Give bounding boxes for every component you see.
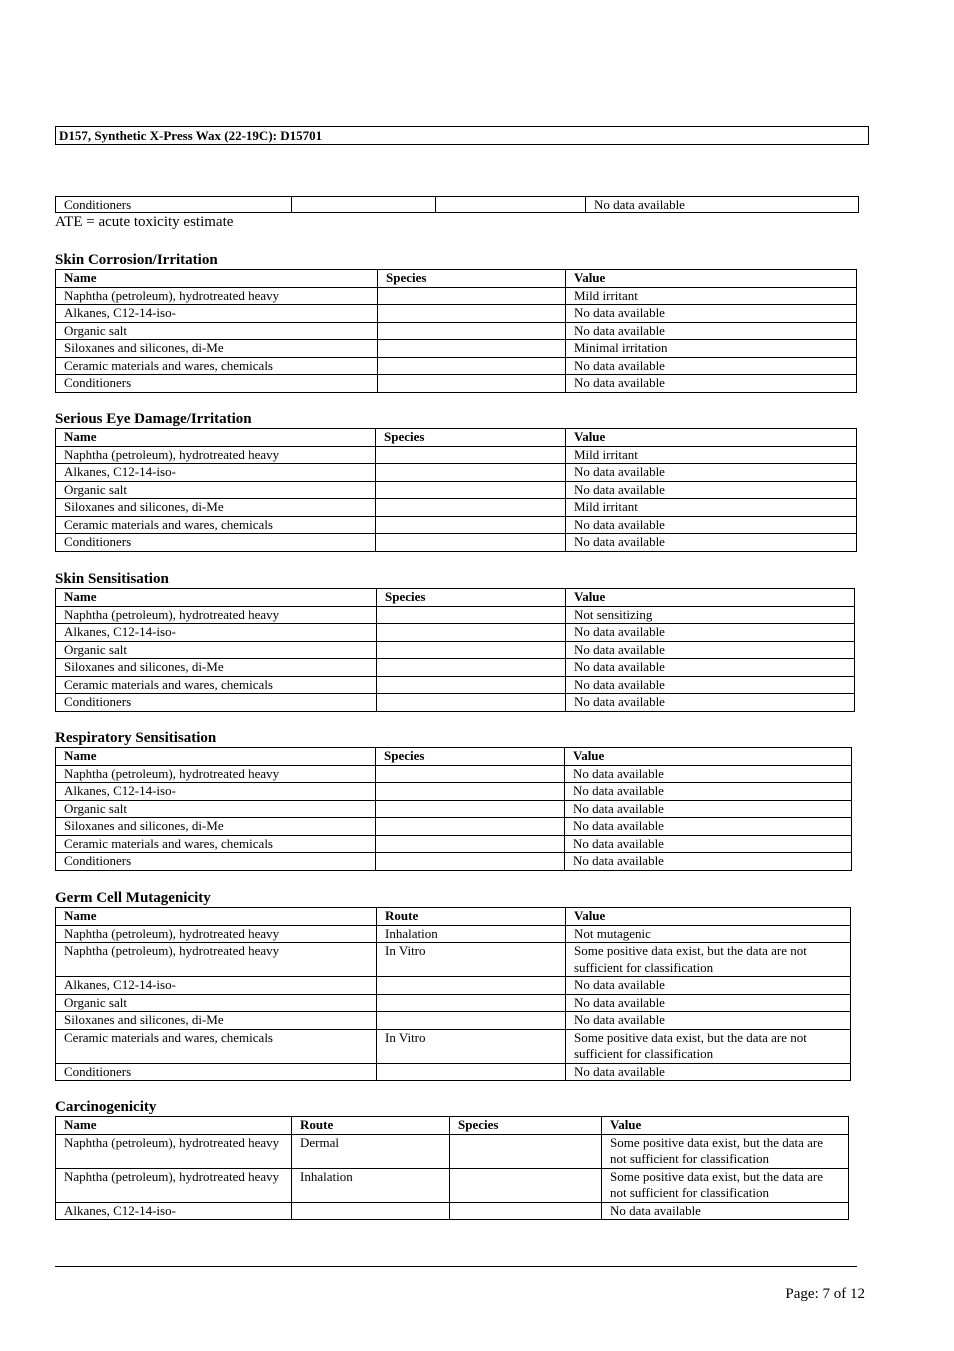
table-cell: No data available bbox=[566, 1063, 851, 1081]
table-cell: No data available bbox=[566, 641, 855, 659]
column-header: Species bbox=[376, 429, 566, 447]
table-row bbox=[56, 925, 851, 943]
table-cell: Naphtha (petroleum), hydrotreated heavy bbox=[56, 925, 377, 943]
ate-note: ATE = acute toxicity estimate bbox=[55, 214, 234, 230]
row-value-cell: No data available bbox=[586, 197, 859, 213]
column-header: Species bbox=[377, 589, 566, 607]
table-cell: Conditioners bbox=[56, 534, 376, 552]
table-cell: No data available bbox=[566, 994, 851, 1012]
table-cell bbox=[377, 694, 566, 712]
section-title: Germ Cell Mutagenicity bbox=[55, 890, 211, 906]
table-row bbox=[56, 977, 851, 995]
table-cell: Ceramic materials and wares, chemicals bbox=[56, 676, 377, 694]
table-row bbox=[56, 943, 851, 977]
table-row bbox=[56, 624, 855, 642]
column-header: Value bbox=[566, 429, 857, 447]
table-cell: No data available bbox=[566, 676, 855, 694]
document-header-title: D157, Synthetic X-Press Wax (22-19C): D15701 bbox=[55, 126, 869, 145]
table-row bbox=[56, 305, 857, 323]
column-header: Value bbox=[566, 270, 857, 288]
table-cell: Naphtha (petroleum), hydrotreated heavy bbox=[56, 1134, 292, 1168]
table-cell: Naphtha (petroleum), hydrotreated heavy bbox=[56, 765, 376, 783]
table-row bbox=[56, 1168, 849, 1202]
table-row bbox=[56, 499, 857, 517]
table-cell: Some positive data exist, but the data are not sufficient for classification bbox=[602, 1168, 849, 1202]
table-row bbox=[56, 481, 857, 499]
column-header: Name bbox=[56, 1117, 292, 1135]
table-cell: In Vitro bbox=[377, 943, 566, 977]
table-cell: Some positive data exist, but the data are not sufficient for classification bbox=[566, 943, 851, 977]
table-row bbox=[56, 818, 852, 836]
table-cell: No data available bbox=[566, 305, 857, 323]
table-cell: Mild irritant bbox=[566, 446, 857, 464]
table-cell: Organic salt bbox=[56, 481, 376, 499]
table-cell: Organic salt bbox=[56, 641, 377, 659]
table-cell: Mild irritant bbox=[566, 287, 857, 305]
section-title: Carcinogenicity bbox=[55, 1099, 157, 1115]
table-cell: Some positive data exist, but the data are not sufficient for classification bbox=[566, 1029, 851, 1063]
table-row bbox=[56, 516, 857, 534]
table-cell bbox=[376, 446, 566, 464]
table-cell: Mild irritant bbox=[566, 499, 857, 517]
table-cell: Alkanes, C12-14-iso- bbox=[56, 305, 378, 323]
table-cell: Some positive data exist, but the data are not sufficient for classification bbox=[602, 1134, 849, 1168]
table-cell: No data available bbox=[566, 624, 855, 642]
table-row bbox=[56, 357, 857, 375]
table-row bbox=[56, 322, 857, 340]
table-cell: No data available bbox=[566, 516, 857, 534]
table-cell bbox=[378, 375, 566, 393]
table-cell bbox=[378, 287, 566, 305]
table-cell bbox=[450, 1134, 602, 1168]
data-table bbox=[55, 907, 851, 1081]
table-cell bbox=[376, 499, 566, 517]
table-cell: No data available bbox=[566, 659, 855, 677]
column-header: Route bbox=[292, 1117, 450, 1135]
table-cell: Ceramic materials and wares, chemicals bbox=[56, 516, 376, 534]
table-row bbox=[56, 464, 857, 482]
section-title: Respiratory Sensitisation bbox=[55, 730, 217, 746]
table-cell: Siloxanes and silicones, di-Me bbox=[56, 659, 377, 677]
section-respiratory-sensitisation bbox=[55, 729, 852, 871]
column-header: Name bbox=[56, 270, 378, 288]
previous-table-continuation bbox=[55, 196, 859, 213]
table-cell bbox=[377, 624, 566, 642]
table-cell bbox=[377, 659, 566, 677]
table-header-row bbox=[56, 429, 857, 447]
page-number: Page: 7 of 12 bbox=[785, 1286, 865, 1302]
table-cell bbox=[376, 464, 566, 482]
table-row bbox=[56, 765, 852, 783]
table-cell bbox=[292, 1202, 450, 1220]
table-cell: Alkanes, C12-14-iso- bbox=[56, 1202, 292, 1220]
column-header: Name bbox=[56, 748, 376, 766]
table-header-row bbox=[56, 748, 852, 766]
table-cell: Alkanes, C12-14-iso- bbox=[56, 464, 376, 482]
table-cell: No data available bbox=[566, 357, 857, 375]
table-cell: Naphtha (petroleum), hydrotreated heavy bbox=[56, 943, 377, 977]
table-cell: Naphtha (petroleum), hydrotreated heavy bbox=[56, 1168, 292, 1202]
table-cell: No data available bbox=[566, 534, 857, 552]
section-title: Serious Eye Damage/Irritation bbox=[55, 411, 252, 427]
column-header: Name bbox=[56, 589, 377, 607]
table-cell: No data available bbox=[566, 694, 855, 712]
table-row bbox=[56, 1063, 851, 1081]
table-row bbox=[56, 835, 852, 853]
section-germ-cell-mutagenicity bbox=[55, 889, 851, 1081]
table-cell: Organic salt bbox=[56, 994, 377, 1012]
table-cell: No data available bbox=[566, 977, 851, 995]
table-header-row bbox=[56, 1117, 849, 1135]
table-cell: No data available bbox=[565, 783, 852, 801]
table-row bbox=[56, 446, 857, 464]
table-row bbox=[56, 783, 852, 801]
table-cell bbox=[450, 1168, 602, 1202]
table-row bbox=[56, 694, 855, 712]
table-cell bbox=[377, 1063, 566, 1081]
table-cell bbox=[378, 305, 566, 323]
row-name-cell: Conditioners bbox=[56, 197, 292, 213]
section-title: Skin Corrosion/Irritation bbox=[55, 252, 218, 268]
column-header: Name bbox=[56, 429, 376, 447]
table-cell: No data available bbox=[565, 818, 852, 836]
column-header: Value bbox=[602, 1117, 849, 1135]
table-cell: Inhalation bbox=[377, 925, 566, 943]
table-cell bbox=[377, 977, 566, 995]
row-cell-2 bbox=[292, 197, 436, 213]
table-row bbox=[56, 340, 857, 358]
footer-divider bbox=[55, 1266, 857, 1267]
table-cell bbox=[376, 818, 565, 836]
table-cell: Alkanes, C12-14-iso- bbox=[56, 624, 377, 642]
table-cell: No data available bbox=[565, 800, 852, 818]
section-carcinogenicity bbox=[55, 1098, 849, 1220]
table-row bbox=[56, 375, 857, 393]
column-header: Value bbox=[566, 589, 855, 607]
table-row bbox=[56, 606, 855, 624]
table-cell: No data available bbox=[566, 464, 857, 482]
table-cell: No data available bbox=[602, 1202, 849, 1220]
table-cell: Siloxanes and silicones, di-Me bbox=[56, 818, 376, 836]
table-row bbox=[56, 287, 857, 305]
table-cell bbox=[376, 516, 566, 534]
table-cell bbox=[378, 357, 566, 375]
table-cell bbox=[376, 481, 566, 499]
table-cell: Alkanes, C12-14-iso- bbox=[56, 783, 376, 801]
table-cell: No data available bbox=[566, 1012, 851, 1030]
column-header: Species bbox=[376, 748, 565, 766]
table-row bbox=[56, 1134, 849, 1168]
table-row bbox=[56, 659, 855, 677]
table-cell: Not sensitizing bbox=[566, 606, 855, 624]
table-cell bbox=[377, 641, 566, 659]
table-cell: No data available bbox=[566, 375, 857, 393]
table-cell bbox=[377, 1012, 566, 1030]
table-cell: Minimal irritation bbox=[566, 340, 857, 358]
data-table bbox=[55, 588, 855, 712]
table-row bbox=[56, 676, 855, 694]
table-cell: Dermal bbox=[292, 1134, 450, 1168]
table-cell: In Vitro bbox=[377, 1029, 566, 1063]
table-cell: No data available bbox=[566, 322, 857, 340]
table-cell bbox=[376, 783, 565, 801]
table-cell: Naphtha (petroleum), hydrotreated heavy bbox=[56, 606, 377, 624]
table-row bbox=[56, 994, 851, 1012]
table-row bbox=[56, 1202, 849, 1220]
column-header: Value bbox=[566, 908, 851, 926]
table-cell: Naphtha (petroleum), hydrotreated heavy bbox=[56, 446, 376, 464]
table-cell: No data available bbox=[565, 765, 852, 783]
table-cell bbox=[377, 676, 566, 694]
table-cell bbox=[378, 322, 566, 340]
table-cell: Organic salt bbox=[56, 322, 378, 340]
table-cell bbox=[377, 606, 566, 624]
table-cell: Conditioners bbox=[56, 375, 378, 393]
data-table bbox=[55, 747, 852, 871]
table-cell bbox=[376, 534, 566, 552]
data-table bbox=[55, 428, 857, 552]
table-cell bbox=[450, 1202, 602, 1220]
table-row bbox=[56, 800, 852, 818]
table-cell: Ceramic materials and wares, chemicals bbox=[56, 357, 378, 375]
table-cell: Inhalation bbox=[292, 1168, 450, 1202]
table-cell: Organic salt bbox=[56, 800, 376, 818]
column-header: Species bbox=[450, 1117, 602, 1135]
table-cell: Ceramic materials and wares, chemicals bbox=[56, 835, 376, 853]
section-eye-damage bbox=[55, 410, 857, 552]
table-cell bbox=[376, 853, 565, 871]
table-cell: No data available bbox=[565, 835, 852, 853]
table-row bbox=[56, 1029, 851, 1063]
table-row bbox=[56, 853, 852, 871]
data-table bbox=[55, 269, 857, 393]
table-cell: Alkanes, C12-14-iso- bbox=[56, 977, 377, 995]
table-cell: Ceramic materials and wares, chemicals bbox=[56, 1029, 377, 1063]
column-header: Route bbox=[377, 908, 566, 926]
data-table bbox=[55, 1116, 849, 1220]
table-cell: Siloxanes and silicones, di-Me bbox=[56, 340, 378, 358]
section-skin-sensitisation bbox=[55, 570, 855, 712]
table-cell: No data available bbox=[566, 481, 857, 499]
table-cell: Conditioners bbox=[56, 1063, 377, 1081]
table-cell bbox=[376, 835, 565, 853]
table-cell: Siloxanes and silicones, di-Me bbox=[56, 1012, 377, 1030]
table-cell: Conditioners bbox=[56, 853, 376, 871]
table-cell bbox=[378, 340, 566, 358]
table-cell: Naphtha (petroleum), hydrotreated heavy bbox=[56, 287, 378, 305]
column-header: Value bbox=[565, 748, 852, 766]
table-header-row bbox=[56, 908, 851, 926]
table-cell: Siloxanes and silicones, di-Me bbox=[56, 499, 376, 517]
table-row bbox=[56, 641, 855, 659]
section-skin-corrosion bbox=[55, 251, 857, 393]
table-row bbox=[56, 534, 857, 552]
table-header-row bbox=[56, 589, 855, 607]
table-cell bbox=[376, 765, 565, 783]
table-cell bbox=[376, 800, 565, 818]
column-header: Species bbox=[378, 270, 566, 288]
table-cell: No data available bbox=[565, 853, 852, 871]
table-row bbox=[56, 1012, 851, 1030]
table-header-row bbox=[56, 270, 857, 288]
section-title: Skin Sensitisation bbox=[55, 571, 169, 587]
row-cell-3 bbox=[436, 197, 586, 213]
table-cell: Conditioners bbox=[56, 694, 377, 712]
column-header: Name bbox=[56, 908, 377, 926]
table-cell: Not mutagenic bbox=[566, 925, 851, 943]
table-cell bbox=[377, 994, 566, 1012]
